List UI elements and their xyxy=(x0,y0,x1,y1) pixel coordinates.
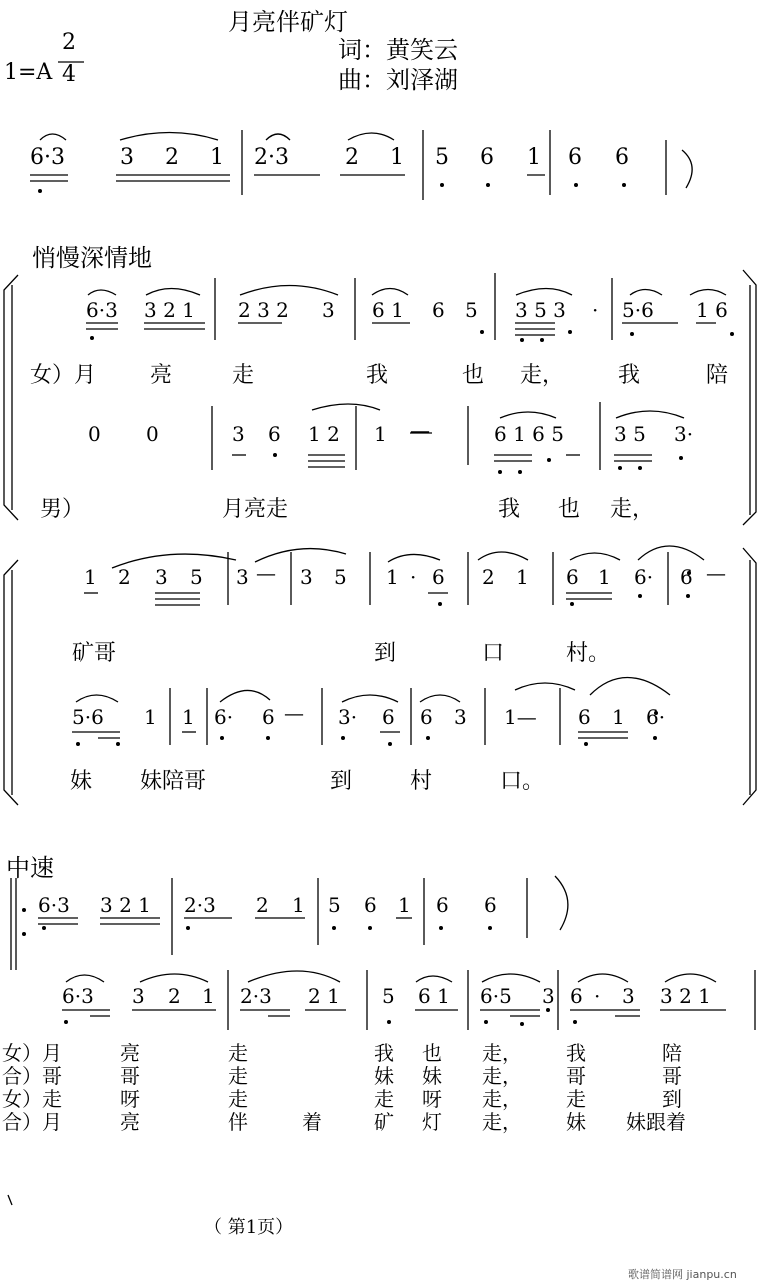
note: 1 xyxy=(374,422,387,446)
lyric: 陪 xyxy=(706,363,729,388)
lyric: 男） xyxy=(40,497,85,522)
lyric: 走， xyxy=(482,1064,522,1088)
lyric: 口 xyxy=(482,641,505,666)
note: 1 xyxy=(527,145,541,170)
lyric: 妹 xyxy=(70,769,93,794)
note: 2 xyxy=(165,145,179,170)
note: 1 xyxy=(84,565,97,589)
note: 6 1 xyxy=(418,984,450,1008)
lyric: 走 xyxy=(232,363,255,388)
note: 3 xyxy=(155,565,168,589)
note: 3 5 3 xyxy=(515,298,566,322)
note: · xyxy=(592,298,599,322)
note: 0 xyxy=(88,422,101,446)
note: 5 xyxy=(465,298,478,322)
note: 6 xyxy=(262,705,275,729)
lyric: 矿 xyxy=(374,1110,394,1134)
lyric: 到 xyxy=(330,769,353,794)
page-number: （ 第1页） xyxy=(204,1217,294,1238)
lyric: 合）哥 xyxy=(2,1064,62,1088)
lyric: 哥 xyxy=(662,1064,682,1088)
note: 1— xyxy=(504,705,537,729)
lyric: 走 xyxy=(566,1087,586,1111)
lyric: 我 xyxy=(618,363,641,388)
note: 5 xyxy=(328,893,341,917)
note: 3 xyxy=(322,298,335,322)
lyricist: 词：黄笑云 xyxy=(338,36,458,64)
lyric: 妹跟着 xyxy=(626,1110,686,1134)
note: — xyxy=(706,561,726,585)
note: · xyxy=(594,984,601,1008)
note: 0 xyxy=(146,422,159,446)
note: 3· xyxy=(674,422,694,446)
note: 5 xyxy=(334,565,347,589)
lyric: 灯 xyxy=(422,1110,442,1134)
note: 5·6 xyxy=(72,705,104,729)
lyric: 口。 xyxy=(500,769,545,794)
note: 1 2 xyxy=(308,422,340,446)
system3-dots xyxy=(64,1008,577,1026)
note: 1 xyxy=(144,705,157,729)
lyric: 我 xyxy=(366,363,389,388)
note: 2 1 xyxy=(308,984,340,1008)
note: 5 xyxy=(190,565,203,589)
system1-dots xyxy=(90,330,734,474)
note: 6 xyxy=(615,145,629,170)
note: — xyxy=(410,418,430,442)
note: 6 xyxy=(432,298,445,322)
lyric: 妹陪哥 xyxy=(140,769,207,794)
lyric: 走， xyxy=(482,1087,522,1111)
note: 6·3 xyxy=(38,893,70,917)
lyric: 到 xyxy=(374,641,397,666)
repeat-line-staff xyxy=(11,876,568,970)
lyric: 走 xyxy=(374,1087,394,1111)
note: 6 xyxy=(480,145,494,170)
note: 2·3 xyxy=(184,893,216,917)
lyric: 陪 xyxy=(662,1041,682,1065)
intro-dots xyxy=(38,183,626,193)
note: 3 xyxy=(132,984,145,1008)
note: 6 xyxy=(268,422,281,446)
note: 6 xyxy=(382,705,395,729)
lyric: 走 xyxy=(228,1064,248,1088)
note: 3 2 1 xyxy=(660,984,711,1008)
note: — xyxy=(284,701,304,725)
note: 3 2 1 xyxy=(100,893,151,917)
note: 3 5 xyxy=(614,422,646,446)
note: 6 xyxy=(578,705,591,729)
lyric: 亮 xyxy=(120,1041,140,1065)
note: · xyxy=(410,565,417,589)
lyric: 到 xyxy=(662,1087,682,1111)
lyric: 妹 xyxy=(566,1110,586,1134)
note: 6·3 xyxy=(30,145,65,170)
lyric: 女）月 xyxy=(2,1041,62,1065)
note: 6 xyxy=(364,893,377,917)
note: 6·3 xyxy=(62,984,94,1008)
note: 3 xyxy=(300,565,313,589)
lyric: 走 xyxy=(228,1041,248,1065)
lyric: 呀 xyxy=(422,1087,442,1111)
note: 2·3 xyxy=(254,145,289,170)
lyric: 着 xyxy=(302,1110,322,1134)
note: 2 xyxy=(482,565,495,589)
note: 6 xyxy=(570,984,583,1008)
note: 2 xyxy=(345,145,359,170)
note: 3 xyxy=(120,145,134,170)
lyric: 走， xyxy=(482,1110,522,1134)
lyric: 村 xyxy=(410,769,433,794)
key-signature: 1=A xyxy=(4,60,53,85)
tempo-marking-2: 中速 xyxy=(6,854,54,882)
lyric: 我 xyxy=(498,497,521,522)
time-signature-bottom: 4 xyxy=(62,62,76,87)
watermark: 歌谱简谱网 jianpu.cn xyxy=(628,1268,737,1281)
note: 3 xyxy=(454,705,467,729)
note: 3 xyxy=(236,565,249,589)
note: 6 xyxy=(420,705,433,729)
note: 3 xyxy=(542,984,555,1008)
lyric: 我 xyxy=(374,1041,394,1065)
note: 3 xyxy=(622,984,635,1008)
lyric: 女）月 xyxy=(30,363,97,388)
note: 6 xyxy=(432,565,445,589)
note: 6 xyxy=(484,893,497,917)
lyric: 女）走 xyxy=(2,1087,62,1111)
note: 5·6 xyxy=(622,298,654,322)
lyric: 走， xyxy=(610,497,655,522)
lyric: 妹 xyxy=(374,1064,394,1088)
lyric: 走 xyxy=(228,1087,248,1111)
lyric: 我 xyxy=(566,1041,586,1065)
lyric: 也 xyxy=(558,497,581,522)
lyric: 亮 xyxy=(150,363,173,388)
note: 1 xyxy=(398,893,411,917)
composer: 曲：刘泽湖 xyxy=(338,66,458,94)
note: 1 6 xyxy=(696,298,728,322)
time-signature-top: 2 xyxy=(62,30,76,55)
note: 5 xyxy=(435,145,449,170)
note: 6·3 xyxy=(86,298,118,322)
note: 5 xyxy=(382,984,395,1008)
note: 2 3 2 xyxy=(238,298,289,322)
lyric: 伴 xyxy=(228,1110,248,1134)
song-title: 月亮伴矿灯 xyxy=(228,8,348,36)
lyric: 妹 xyxy=(422,1064,442,1088)
note: 1 xyxy=(182,705,195,729)
note: 6 xyxy=(436,893,449,917)
note: — xyxy=(256,561,276,585)
lyric: 走， xyxy=(482,1041,522,1065)
note: 6· xyxy=(634,565,654,589)
lyric: 哥 xyxy=(120,1064,140,1088)
note: 6 xyxy=(680,565,693,589)
note: 1 xyxy=(598,565,611,589)
note: 1 xyxy=(390,145,404,170)
note: 6 1 6 5 xyxy=(494,422,564,446)
lyric: 村。 xyxy=(566,641,611,666)
lyric: 月亮走 xyxy=(222,497,289,522)
lyric: 也 xyxy=(422,1041,442,1065)
note: 3· xyxy=(338,705,358,729)
lyric: 合）月 xyxy=(2,1110,62,1134)
lyric: 也 xyxy=(462,363,485,388)
note: 1 xyxy=(612,705,625,729)
lyric: 亮 xyxy=(120,1110,140,1134)
lyric: 哥 xyxy=(566,1064,586,1088)
note: 6·5 xyxy=(480,984,512,1008)
note: 6· xyxy=(214,705,234,729)
note: 6 xyxy=(568,145,582,170)
note: 1 xyxy=(292,893,305,917)
lyric: 呀 xyxy=(120,1087,140,1111)
note: 1 xyxy=(516,565,529,589)
note: 2 xyxy=(168,984,181,1008)
note: 2 xyxy=(118,565,131,589)
lyric: 矿哥 xyxy=(72,641,117,666)
note: 1 xyxy=(386,565,399,589)
note: 1 xyxy=(210,145,224,170)
note: 1 xyxy=(202,984,215,1008)
lyric: 走， xyxy=(520,363,565,388)
note: 6· xyxy=(646,705,666,729)
note: 3 xyxy=(232,422,245,446)
note: 6 xyxy=(566,565,579,589)
note: 2 xyxy=(256,893,269,917)
note: 3 2 1 xyxy=(144,298,195,322)
note: 2·3 xyxy=(240,984,272,1008)
note: 6 1 xyxy=(372,298,404,322)
tempo-marking: 悄慢深情地 xyxy=(32,244,152,272)
